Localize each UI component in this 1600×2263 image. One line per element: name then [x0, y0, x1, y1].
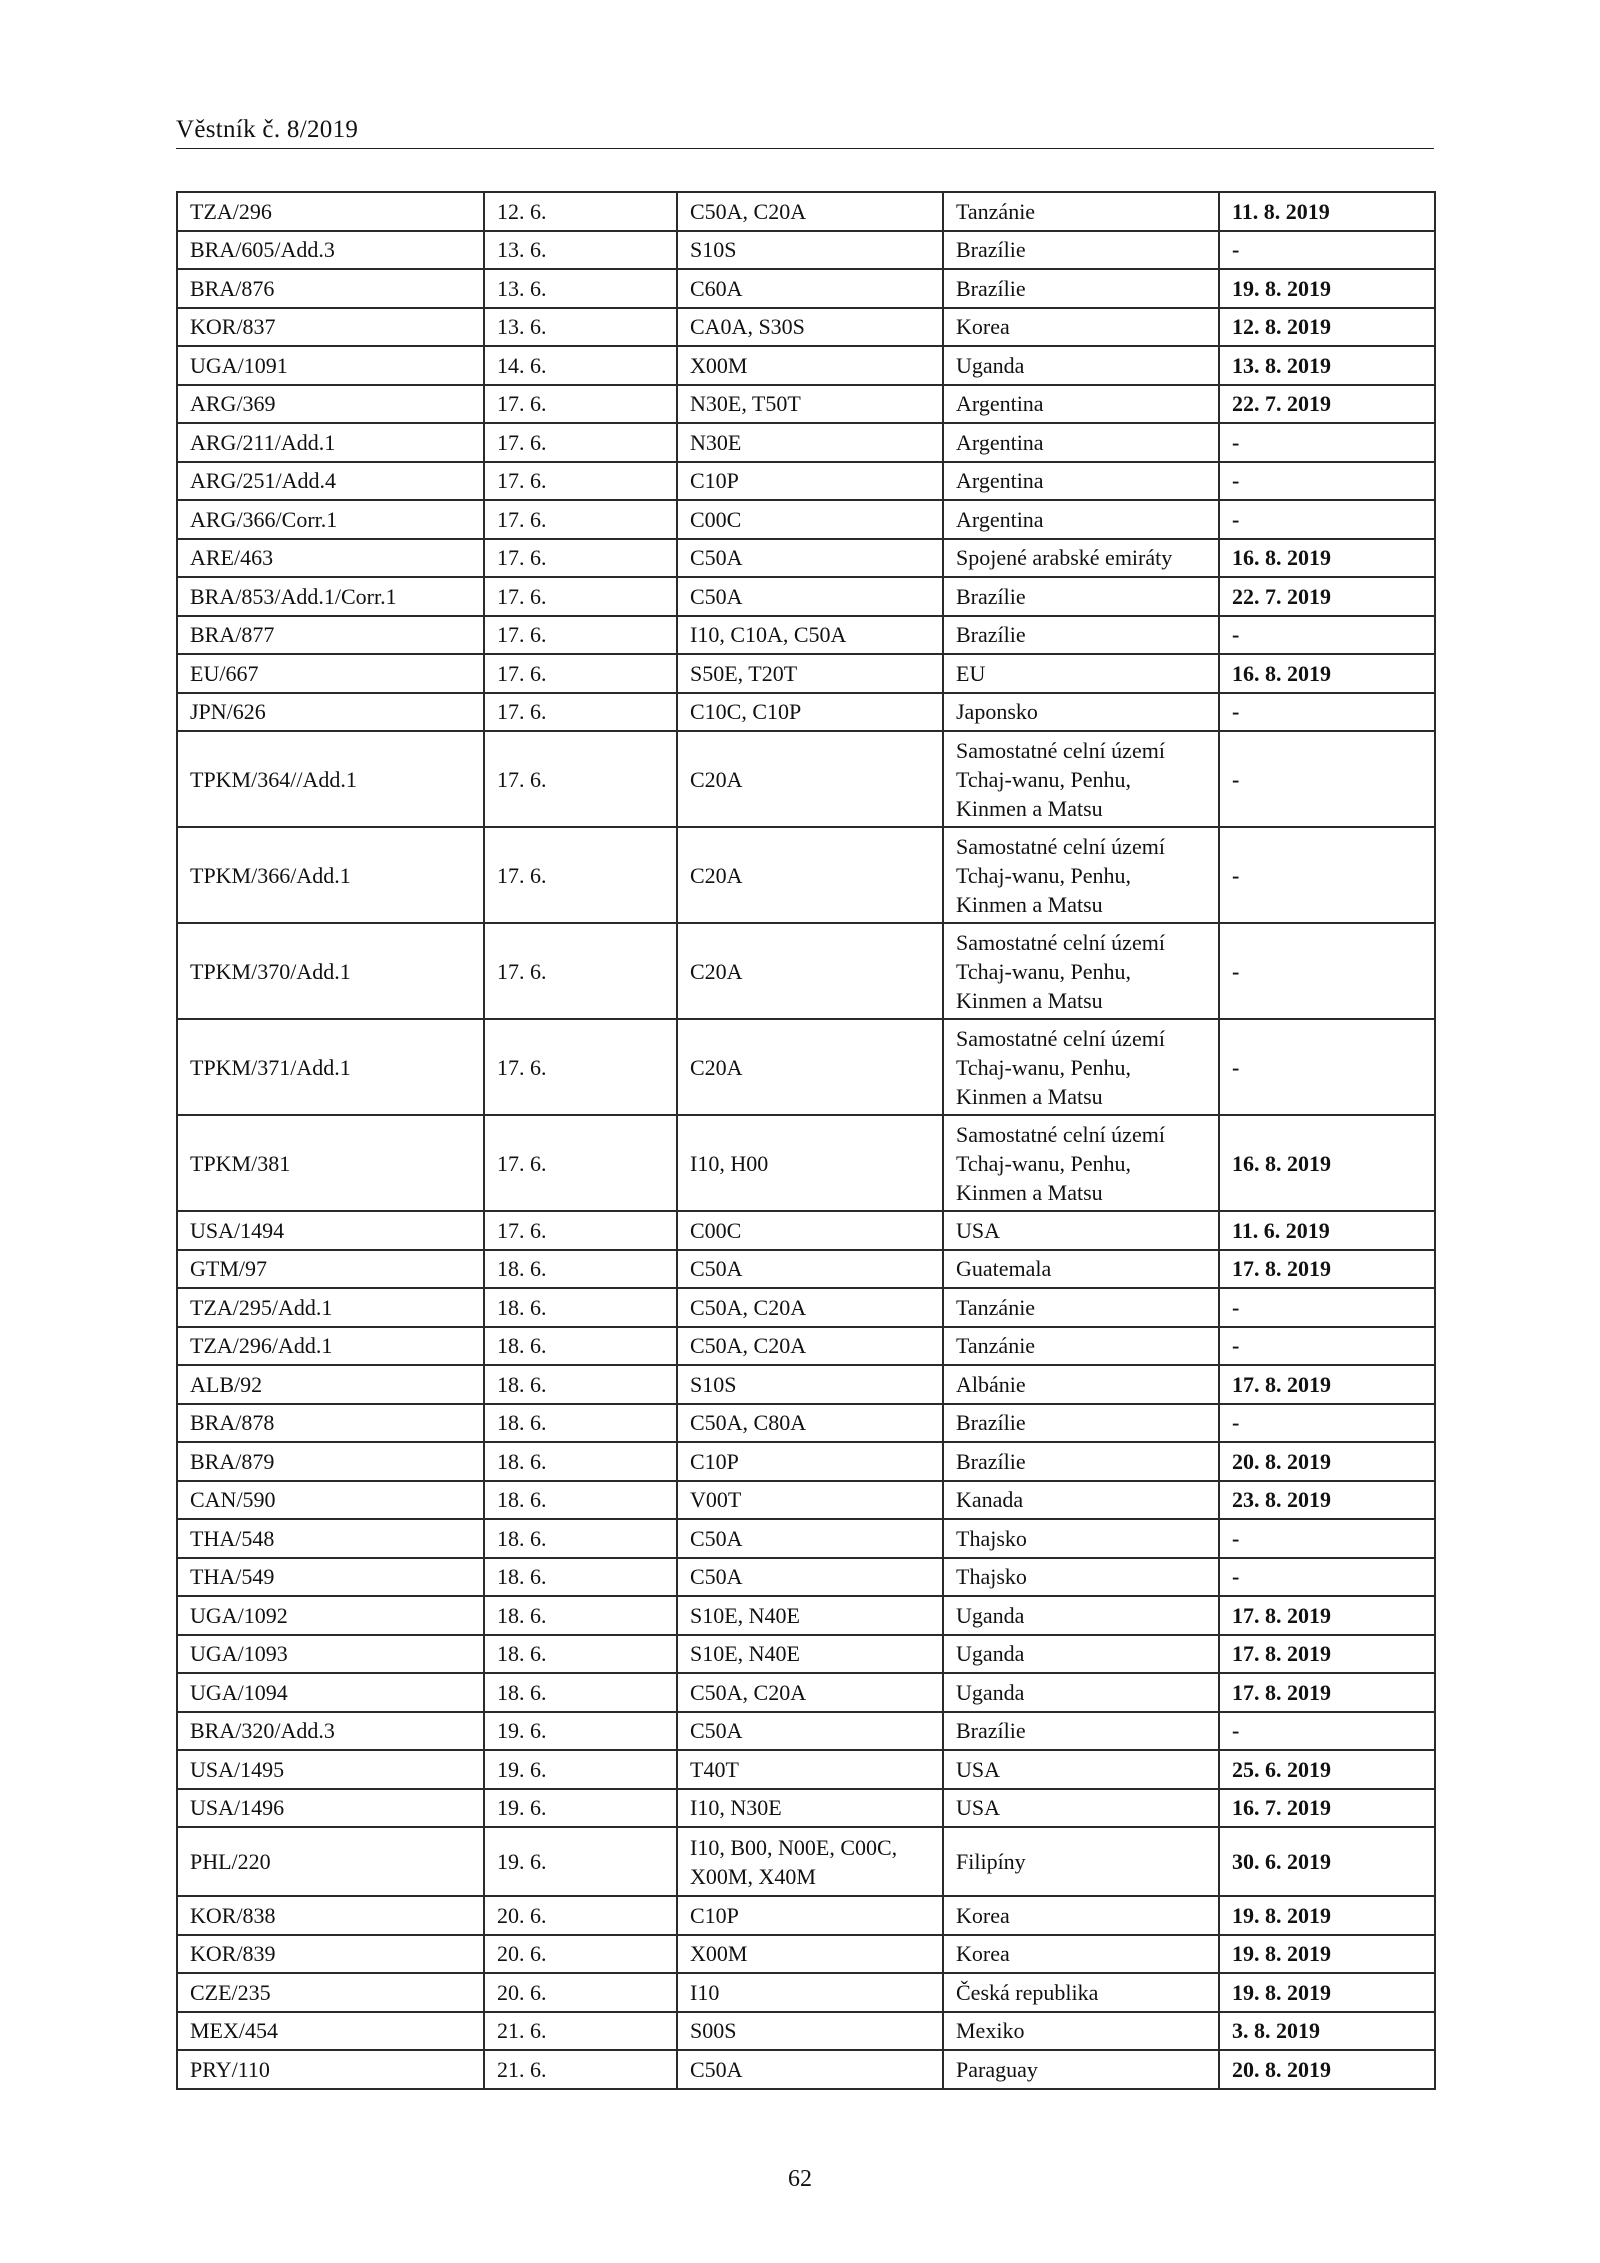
product-codes-cell: C50A — [677, 539, 943, 578]
document-code-cell: KOR/838 — [177, 1896, 484, 1935]
document-code-cell: BRA/879 — [177, 1442, 484, 1481]
table-row — [177, 192, 1435, 231]
product-codes-cell: C10P — [677, 1442, 943, 1481]
country-cell: Uganda — [943, 1635, 1219, 1674]
notification-date-cell: 19. 6. — [484, 1789, 677, 1828]
table-row — [177, 1712, 1435, 1751]
country-cell: Brazílie — [943, 1712, 1219, 1751]
table-row — [177, 2050, 1435, 2089]
product-codes-cell: C20A — [677, 827, 943, 923]
country-cell: Argentina — [943, 462, 1219, 501]
notification-date-cell: 18. 6. — [484, 1635, 677, 1674]
document-code-cell: THA/549 — [177, 1558, 484, 1597]
deadline-cell: - — [1219, 1519, 1435, 1558]
product-codes-cell: C50A, C80A — [677, 1404, 943, 1443]
country-cell: Japonsko — [943, 693, 1219, 732]
product-codes-cell: S10S — [677, 1365, 943, 1404]
notification-date-cell: 17. 6. — [484, 1211, 677, 1250]
deadline-cell: 20. 8. 2019 — [1219, 2050, 1435, 2089]
notification-date-cell: 17. 6. — [484, 1019, 677, 1115]
notification-date-cell: 17. 6. — [484, 654, 677, 693]
notification-date-cell: 20. 6. — [484, 1973, 677, 2012]
table-row — [177, 269, 1435, 308]
document-code-cell: TPKM/366/Add.1 — [177, 827, 484, 923]
document-code-cell: KOR/839 — [177, 1935, 484, 1974]
table-row — [177, 731, 1435, 827]
notification-date-cell: 12. 6. — [484, 192, 677, 231]
table-row — [177, 827, 1435, 923]
deadline-cell: - — [1219, 923, 1435, 1019]
document-code-cell: USA/1495 — [177, 1750, 484, 1789]
deadline-cell: - — [1219, 1288, 1435, 1327]
document-code-cell: CAN/590 — [177, 1481, 484, 1520]
table-row — [177, 1404, 1435, 1443]
table-row — [177, 654, 1435, 693]
product-codes-cell: I10, B00, N00E, C00C, X00M, X40M — [677, 1827, 943, 1896]
country-cell: Samostatné celní území Tchaj-wanu, Penhu, Kinmen a Matsu — [943, 1115, 1219, 1211]
notification-date-cell: 18. 6. — [484, 1558, 677, 1597]
product-codes-cell: C50A — [677, 1558, 943, 1597]
notification-date-cell: 18. 6. — [484, 1250, 677, 1289]
deadline-cell: - — [1219, 731, 1435, 827]
deadline-cell: - — [1219, 1712, 1435, 1751]
country-cell: Thajsko — [943, 1519, 1219, 1558]
notification-date-cell: 21. 6. — [484, 2050, 677, 2089]
notification-date-cell: 18. 6. — [484, 1596, 677, 1635]
document-code-cell: BRA/876 — [177, 269, 484, 308]
table-row — [177, 1896, 1435, 1935]
product-codes-cell: C50A — [677, 577, 943, 616]
table-row — [177, 1019, 1435, 1115]
product-codes-cell: S00S — [677, 2012, 943, 2051]
notifications-table — [176, 191, 1436, 2090]
country-cell: Albánie — [943, 1365, 1219, 1404]
document-code-cell: ARG/211/Add.1 — [177, 423, 484, 462]
country-cell: Česká republika — [943, 1973, 1219, 2012]
deadline-cell: 17. 8. 2019 — [1219, 1673, 1435, 1712]
deadline-cell: - — [1219, 693, 1435, 732]
deadline-cell: - — [1219, 462, 1435, 501]
document-code-cell: USA/1494 — [177, 1211, 484, 1250]
notification-date-cell: 17. 6. — [484, 1115, 677, 1211]
notification-date-cell: 13. 6. — [484, 231, 677, 270]
country-cell: Uganda — [943, 1673, 1219, 1712]
deadline-cell: 22. 7. 2019 — [1219, 385, 1435, 424]
deadline-cell: 22. 7. 2019 — [1219, 577, 1435, 616]
document-code-cell: ARG/366/Corr.1 — [177, 500, 484, 539]
country-cell: Tanzánie — [943, 192, 1219, 231]
product-codes-cell: C00C — [677, 500, 943, 539]
deadline-cell: - — [1219, 1019, 1435, 1115]
product-codes-cell: S10E, N40E — [677, 1635, 943, 1674]
country-cell: EU — [943, 654, 1219, 693]
country-cell: Samostatné celní území Tchaj-wanu, Penhu, Kinmen a Matsu — [943, 731, 1219, 827]
deadline-cell: 19. 8. 2019 — [1219, 1935, 1435, 1974]
document-code-cell: ARG/251/Add.4 — [177, 462, 484, 501]
table-row — [177, 1973, 1435, 2012]
country-cell: Korea — [943, 308, 1219, 347]
product-codes-cell: C10P — [677, 462, 943, 501]
product-codes-cell: C10C, C10P — [677, 693, 943, 732]
product-codes-cell: V00T — [677, 1481, 943, 1520]
product-codes-cell: C50A, C20A — [677, 192, 943, 231]
product-codes-cell: C00C — [677, 1211, 943, 1250]
product-codes-cell: C50A — [677, 2050, 943, 2089]
product-codes-cell: T40T — [677, 1750, 943, 1789]
country-cell: Tanzánie — [943, 1288, 1219, 1327]
product-codes-cell: C20A — [677, 731, 943, 827]
notification-date-cell: 18. 6. — [484, 1365, 677, 1404]
table-row — [177, 500, 1435, 539]
country-cell: Spojené arabské emiráty — [943, 539, 1219, 578]
country-cell: Brazílie — [943, 269, 1219, 308]
country-cell: Brazílie — [943, 616, 1219, 655]
table-row — [177, 1750, 1435, 1789]
table-row — [177, 1288, 1435, 1327]
deadline-cell: 16. 7. 2019 — [1219, 1789, 1435, 1828]
notification-date-cell: 18. 6. — [484, 1442, 677, 1481]
document-code-cell: TPKM/371/Add.1 — [177, 1019, 484, 1115]
notification-date-cell: 18. 6. — [484, 1327, 677, 1366]
deadline-cell: 30. 6. 2019 — [1219, 1827, 1435, 1896]
country-cell: Argentina — [943, 423, 1219, 462]
product-codes-cell: I10, H00 — [677, 1115, 943, 1211]
document-code-cell: PHL/220 — [177, 1827, 484, 1896]
table-row — [177, 462, 1435, 501]
country-cell: Brazílie — [943, 577, 1219, 616]
notification-date-cell: 20. 6. — [484, 1935, 677, 1974]
deadline-cell: - — [1219, 827, 1435, 923]
document-code-cell: THA/548 — [177, 1519, 484, 1558]
notification-date-cell: 17. 6. — [484, 923, 677, 1019]
notification-date-cell: 17. 6. — [484, 731, 677, 827]
country-cell: Thajsko — [943, 1558, 1219, 1597]
notification-date-cell: 19. 6. — [484, 1750, 677, 1789]
deadline-cell: - — [1219, 1404, 1435, 1443]
country-cell: USA — [943, 1789, 1219, 1828]
country-cell: Samostatné celní území Tchaj-wanu, Penhu, Kinmen a Matsu — [943, 923, 1219, 1019]
document-code-cell: EU/667 — [177, 654, 484, 693]
country-cell: Korea — [943, 1896, 1219, 1935]
product-codes-cell: C50A, C20A — [677, 1327, 943, 1366]
deadline-cell: 23. 8. 2019 — [1219, 1481, 1435, 1520]
country-cell: Mexiko — [943, 2012, 1219, 2051]
table-row — [177, 346, 1435, 385]
deadline-cell: - — [1219, 423, 1435, 462]
table-row — [177, 1327, 1435, 1366]
country-cell: Brazílie — [943, 1442, 1219, 1481]
deadline-cell: 16. 8. 2019 — [1219, 539, 1435, 578]
notification-date-cell: 17. 6. — [484, 616, 677, 655]
product-codes-cell: C20A — [677, 923, 943, 1019]
document-code-cell: ARG/369 — [177, 385, 484, 424]
product-codes-cell: C50A, C20A — [677, 1673, 943, 1712]
deadline-cell: 11. 8. 2019 — [1219, 192, 1435, 231]
notification-date-cell: 17. 6. — [484, 385, 677, 424]
notification-date-cell: 20. 6. — [484, 1896, 677, 1935]
product-codes-cell: S10E, N40E — [677, 1596, 943, 1635]
table-row — [177, 1519, 1435, 1558]
deadline-cell: 11. 6. 2019 — [1219, 1211, 1435, 1250]
table-row — [177, 2012, 1435, 2051]
notification-date-cell: 18. 6. — [484, 1481, 677, 1520]
notification-date-cell: 18. 6. — [484, 1404, 677, 1443]
notification-date-cell: 21. 6. — [484, 2012, 677, 2051]
document-code-cell: TZA/296 — [177, 192, 484, 231]
product-codes-cell: C50A — [677, 1250, 943, 1289]
product-codes-cell: I10, N30E — [677, 1789, 943, 1828]
document-code-cell: UGA/1094 — [177, 1673, 484, 1712]
product-codes-cell: N30E, T50T — [677, 385, 943, 424]
table-row — [177, 1115, 1435, 1211]
table-row — [177, 1673, 1435, 1712]
deadline-cell: 12. 8. 2019 — [1219, 308, 1435, 347]
table-row — [177, 539, 1435, 578]
deadline-cell: 19. 8. 2019 — [1219, 269, 1435, 308]
table-row — [177, 423, 1435, 462]
product-codes-cell: I10, C10A, C50A — [677, 616, 943, 655]
table-row — [177, 616, 1435, 655]
document-code-cell: BRA/878 — [177, 1404, 484, 1443]
notification-date-cell: 17. 6. — [484, 500, 677, 539]
notification-date-cell: 17. 6. — [484, 462, 677, 501]
notification-date-cell: 17. 6. — [484, 577, 677, 616]
country-cell: USA — [943, 1211, 1219, 1250]
notification-date-cell: 18. 6. — [484, 1288, 677, 1327]
product-codes-cell: N30E — [677, 423, 943, 462]
deadline-cell: 3. 8. 2019 — [1219, 2012, 1435, 2051]
document-code-cell: GTM/97 — [177, 1250, 484, 1289]
document-code-cell: TPKM/381 — [177, 1115, 484, 1211]
country-cell: Brazílie — [943, 1404, 1219, 1443]
notification-date-cell: 17. 6. — [484, 539, 677, 578]
deadline-cell: 17. 8. 2019 — [1219, 1365, 1435, 1404]
country-cell: Samostatné celní území Tchaj-wanu, Penhu, Kinmen a Matsu — [943, 827, 1219, 923]
country-cell: Uganda — [943, 1596, 1219, 1635]
deadline-cell: - — [1219, 616, 1435, 655]
table-row — [177, 308, 1435, 347]
table-row — [177, 1558, 1435, 1597]
country-cell: Paraguay — [943, 2050, 1219, 2089]
product-codes-cell: C20A — [677, 1019, 943, 1115]
document-code-cell: TZA/295/Add.1 — [177, 1288, 484, 1327]
country-cell: Samostatné celní území Tchaj-wanu, Penhu, Kinmen a Matsu — [943, 1019, 1219, 1115]
product-codes-cell: C50A — [677, 1519, 943, 1558]
document-code-cell: KOR/837 — [177, 308, 484, 347]
document-code-cell: MEX/454 — [177, 2012, 484, 2051]
product-codes-cell: X00M — [677, 346, 943, 385]
product-codes-cell: I10 — [677, 1973, 943, 2012]
document-code-cell: UGA/1093 — [177, 1635, 484, 1674]
document-code-cell: BRA/853/Add.1/Corr.1 — [177, 577, 484, 616]
table-row — [177, 385, 1435, 424]
table-row — [177, 1789, 1435, 1828]
country-cell: Korea — [943, 1935, 1219, 1974]
deadline-cell: 20. 8. 2019 — [1219, 1442, 1435, 1481]
table-row — [177, 1365, 1435, 1404]
deadline-cell: 17. 8. 2019 — [1219, 1250, 1435, 1289]
deadline-cell: - — [1219, 231, 1435, 270]
notification-date-cell: 18. 6. — [484, 1519, 677, 1558]
document-code-cell: ARE/463 — [177, 539, 484, 578]
country-cell: Kanada — [943, 1481, 1219, 1520]
notification-date-cell: 17. 6. — [484, 693, 677, 732]
notification-date-cell: 19. 6. — [484, 1827, 677, 1896]
country-cell: Argentina — [943, 500, 1219, 539]
deadline-cell: 16. 8. 2019 — [1219, 654, 1435, 693]
table-row — [177, 923, 1435, 1019]
table-row — [177, 577, 1435, 616]
table-row — [177, 1442, 1435, 1481]
document-code-cell: ALB/92 — [177, 1365, 484, 1404]
notification-date-cell: 18. 6. — [484, 1673, 677, 1712]
deadline-cell: - — [1219, 1558, 1435, 1597]
document-code-cell: BRA/320/Add.3 — [177, 1712, 484, 1751]
page-header — [176, 112, 1434, 149]
notification-date-cell: 17. 6. — [484, 827, 677, 923]
document-code-cell: CZE/235 — [177, 1973, 484, 2012]
country-cell: Argentina — [943, 385, 1219, 424]
product-codes-cell: C50A, C20A — [677, 1288, 943, 1327]
document-code-cell: USA/1496 — [177, 1789, 484, 1828]
country-cell: USA — [943, 1750, 1219, 1789]
deadline-cell: 17. 8. 2019 — [1219, 1635, 1435, 1674]
table-row — [177, 693, 1435, 732]
deadline-cell: 13. 8. 2019 — [1219, 346, 1435, 385]
notification-date-cell: 13. 6. — [484, 308, 677, 347]
deadline-cell: 17. 8. 2019 — [1219, 1596, 1435, 1635]
deadline-cell: 25. 6. 2019 — [1219, 1750, 1435, 1789]
document-code-cell: BRA/877 — [177, 616, 484, 655]
country-cell: Filipíny — [943, 1827, 1219, 1896]
notification-date-cell: 13. 6. — [484, 269, 677, 308]
deadline-cell: - — [1219, 500, 1435, 539]
table-row — [177, 1481, 1435, 1520]
journal-title: Věstník č. 8/2019 — [176, 116, 359, 143]
product-codes-cell: C50A — [677, 1712, 943, 1751]
table-body — [177, 192, 1435, 2089]
table-row — [177, 1935, 1435, 1974]
country-cell: Tanzánie — [943, 1327, 1219, 1366]
product-codes-cell: C60A — [677, 269, 943, 308]
document-code-cell: TZA/296/Add.1 — [177, 1327, 484, 1366]
table-row — [177, 1596, 1435, 1635]
document-code-cell: UGA/1091 — [177, 346, 484, 385]
product-codes-cell: S50E, T20T — [677, 654, 943, 693]
deadline-cell: 16. 8. 2019 — [1219, 1115, 1435, 1211]
country-cell: Uganda — [943, 346, 1219, 385]
product-codes-cell: X00M — [677, 1935, 943, 1974]
document-code-cell: TPKM/364//Add.1 — [177, 731, 484, 827]
product-codes-cell: C10P — [677, 1896, 943, 1935]
table-row — [177, 1250, 1435, 1289]
deadline-cell: - — [1219, 1327, 1435, 1366]
table-row — [177, 1211, 1435, 1250]
document-code-cell: JPN/626 — [177, 693, 484, 732]
country-cell: Guatemala — [943, 1250, 1219, 1289]
country-cell: Brazílie — [943, 231, 1219, 270]
document-code-cell: TPKM/370/Add.1 — [177, 923, 484, 1019]
page-number: 62 — [788, 2166, 812, 2192]
product-codes-cell: CA0A, S30S — [677, 308, 943, 347]
document-code-cell: UGA/1092 — [177, 1596, 484, 1635]
table-row — [177, 231, 1435, 270]
notification-date-cell: 17. 6. — [484, 423, 677, 462]
table-row — [177, 1635, 1435, 1674]
notification-date-cell: 14. 6. — [484, 346, 677, 385]
document-code-cell: BRA/605/Add.3 — [177, 231, 484, 270]
product-codes-cell: S10S — [677, 231, 943, 270]
deadline-cell: 19. 8. 2019 — [1219, 1896, 1435, 1935]
table-row — [177, 1827, 1435, 1896]
document-code-cell: PRY/110 — [177, 2050, 484, 2089]
deadline-cell: 19. 8. 2019 — [1219, 1973, 1435, 2012]
notification-date-cell: 19. 6. — [484, 1712, 677, 1751]
